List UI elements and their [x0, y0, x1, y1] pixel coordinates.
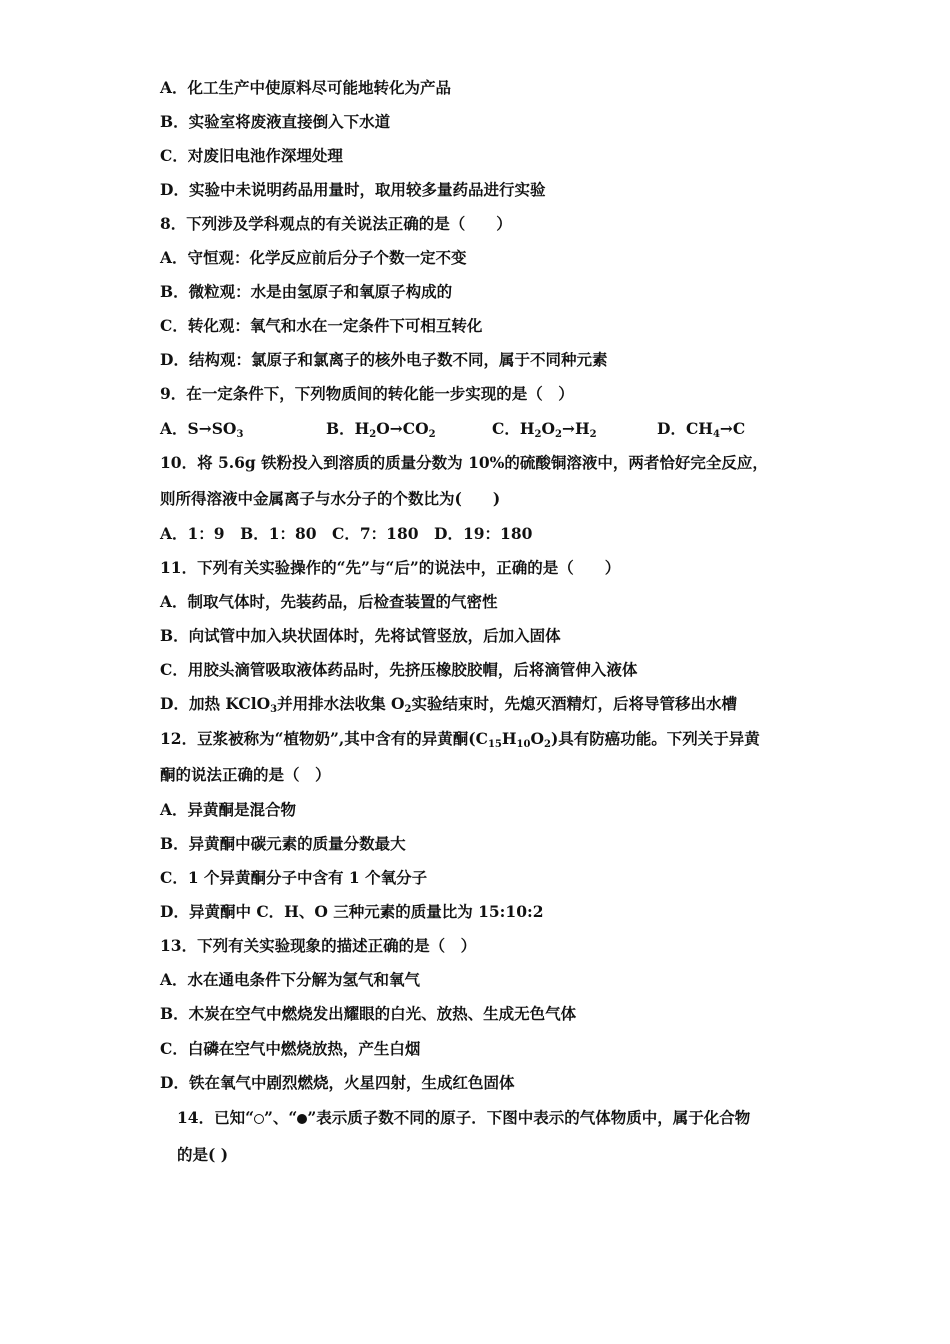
q11-option-a: A．制取气体时，先装药品，后检查装置的气密性 — [160, 592, 498, 611]
q9-option-c: C．$H_2O_2\to H_2$ — [492, 419, 597, 440]
q8-stem: 8．下列涉及学科观点的有关说法正确的是（ ） — [160, 214, 512, 233]
q13-option-c: C．白磷在空气中燃烧放热，产生白烟 — [160, 1039, 421, 1058]
q10-options: A．1：9 B．1：80 C．7：180 D．19：180 — [160, 524, 533, 543]
q14-stem-line1: 14．已知“ ”、“ ”表示质子数不同的原子．下图中表示的气体物质中，属于化合物 — [177, 1108, 751, 1127]
open-circle-atom-icon — [254, 1114, 264, 1124]
filled-circle-atom-icon — [297, 1114, 307, 1124]
q13-option-b: B．木炭在空气中燃烧发出耀眼的白光、放热、生成无色气体 — [160, 1004, 577, 1023]
q9-option-d: D．$CH_4\to C$ — [657, 419, 746, 440]
q11-option-c: C．用胶头滴管吸取液体药品时，先挤压橡胶胶帽，后将滴管伸入液体 — [160, 660, 638, 679]
q10-stem-line2: 则所得溶液中金属离子与水分子的个数比为( ) — [160, 489, 501, 508]
q13-option-d: D．铁在氧气中剧烈燃烧，火星四射，生成红色固体 — [160, 1073, 515, 1092]
q12-stem-line2: 酮的说法正确的是（ ） — [160, 765, 331, 784]
q13-option-a: A．水在通电条件下分解为氢气和氧气 — [160, 970, 421, 989]
q12-option-d: D．异黄酮中 C．H、O 三种元素的质量比为 15:10:2 — [160, 902, 544, 921]
q12-option-c: C．1 个异黄酮分子中含有 1 个氧分子 — [160, 868, 428, 887]
q12-option-b: B．异黄酮中碳元素的质量分数最大 — [160, 834, 406, 853]
q14-stem-line2: 的是( ) — [177, 1145, 229, 1164]
q12-option-a: A．异黄酮是混合物 — [160, 800, 297, 819]
q11-stem: 11．下列有关实验操作的“先”与“后”的说法中，正确的是（ ） — [160, 558, 621, 577]
q9-option-a: A．$S\to SO_3$ — [160, 419, 244, 440]
q8-option-c: C．转化观：氧气和水在一定条件下可相互转化 — [160, 316, 483, 335]
q9-option-b: B．$H_2O\to CO_2$ — [326, 419, 436, 440]
q10-stem-line1: 10．将 5.6g 铁粉投入到溶质的质量分数为 10%的硫酸铜溶液中，两者恰好完全反应， — [160, 453, 768, 472]
q7-option-c: C．对废旧电池作深埋处理 — [160, 146, 343, 165]
q7-option-d: D．实验中未说明药品用量时，取用较多量药品进行实验 — [160, 180, 546, 199]
q7-option-a: A．化工生产中使原料尽可能地转化为产品 — [160, 78, 452, 97]
q11-option-b: B．向试管中加入块状固体时，先将试管竖放，后加入固体 — [160, 626, 561, 645]
q12-stem-line1: 12．豆浆被称为“植物奶”,其中含有的异黄酮$(C_{15}H_{10}O_2)$具有防癌功能。下列关于异黄 — [160, 729, 760, 750]
q13-stem: 13．下列有关实验现象的描述正确的是（ ） — [160, 936, 477, 955]
q8-option-d: D．结构观：氯原子和氯离子的核外电子数不同，属于不同种元素 — [160, 350, 608, 369]
q7-option-b: B．实验室将废液直接倒入下水道 — [160, 112, 391, 131]
q9-stem: 9．在一定条件下，下列物质间的转化能一步实现的是（ ） — [160, 384, 574, 403]
q11-option-d: D．加热 KClO$_3$并用排水法收集 $O_2$实验结束时，先熄灭酒精灯，后将导管移出水槽 — [160, 694, 737, 715]
q8-option-b: B．微粒观：水是由氢原子和氧原子构成的 — [160, 282, 453, 301]
q8-option-a: A．守恒观：化学反应前后分子个数一定不变 — [160, 248, 467, 267]
